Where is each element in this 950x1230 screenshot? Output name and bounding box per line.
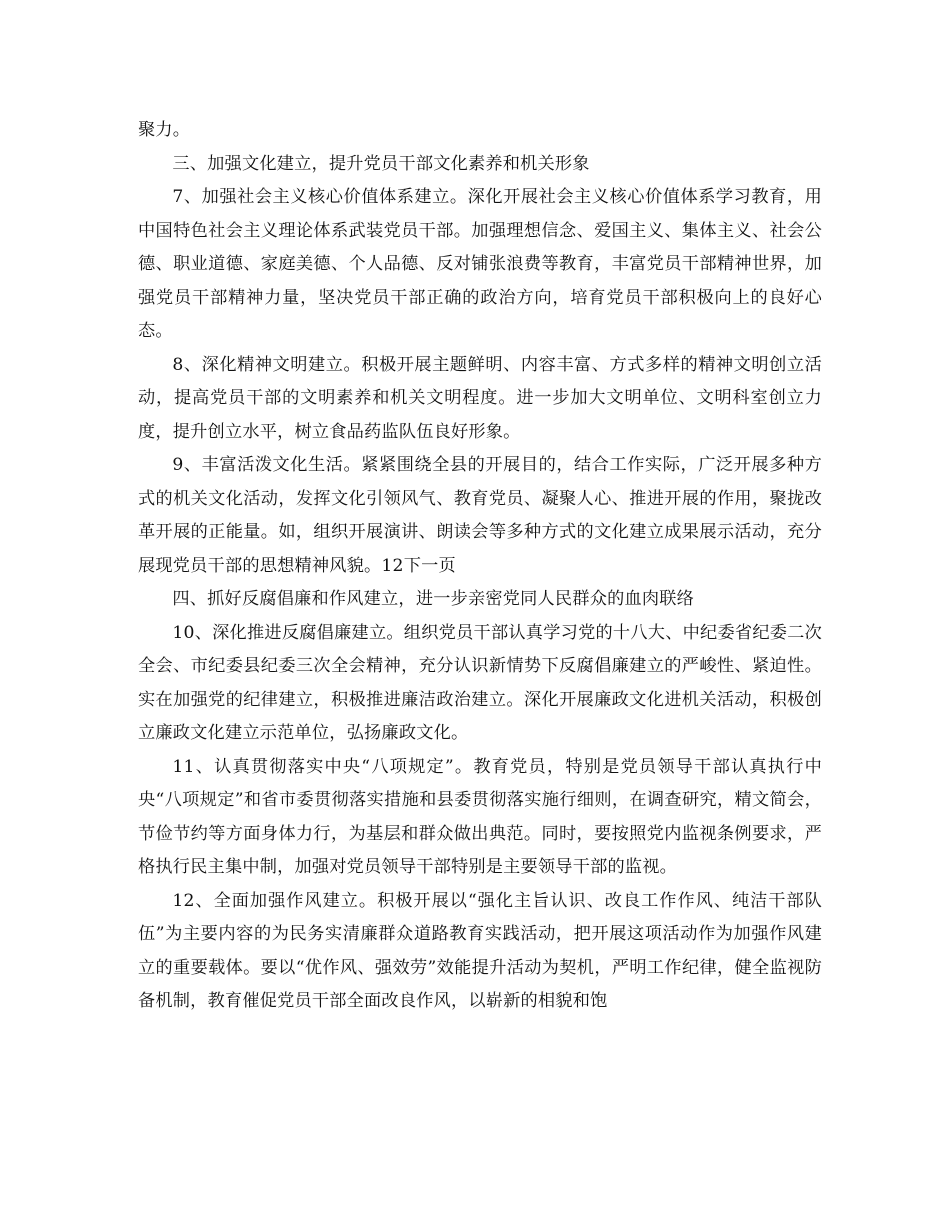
paragraph-item-10: 10、深化推进反腐倡廉建立。组织党员干部认真学习党的十八大、中纪委省纪委二次全会、市纪委县纪委三次全会精神，充分认识新情势下反腐倡廉建立的严峻性、紧迫性。实在加强党的纪律建立，积极推进廉洁政治建立。深化开展廉政文化进机关活动，积极创立廉政文化建立示范单位，弘扬廉政文化。 <box>138 622 822 743</box>
paragraph-item-12: 12、全面加强作风建立。积极开展以“强化主旨认识、改良工作作风、纯洁干部队伍”为主要内容的为民务实清廉群众道路教育实践活动，把开展这项活动作为加强作风建立的重要载体。要以“优作风、强效劳”效能提升活动为契机，严明工作纪律，健全监视防备机制，教育催促党员干部全面改良作风，以崭新的相貌和饱 <box>138 890 822 1011</box>
paragraph-item-8: 8、深化精神文明建立。积极开展主题鲜明、内容丰富、方式多样的精神文明创立活动，提高党员干部的文明素养和机关文明程度。进一步加大文明单位、文明科室创立力度，提升创立水平，树立食品药监队伍良好形象。 <box>138 354 822 442</box>
paragraph-continuation: 聚力。 <box>138 120 191 140</box>
section-heading-3: 三、加强文化建立，提升党员干部文化素养和机关形象 <box>172 153 590 174</box>
paragraph-item-11: 11、认真贯彻落实中央“八项规定”。教育党员，特别是党员领导干部认真执行中央“八项规定”和省市委贯彻落实措施和县委贯彻落实施行细则，在调查研究，精文简会，节俭节约等方面身体力行，为基层和群众做出典范。同时，要按照党内监视条例要求，严格执行民主集中制，加强对党员领导干部特别是主要领导干部的监视。 <box>138 756 822 877</box>
paragraph-item-7: 7、加强社会主义核心价值体系建立。深化开展社会主义核心价值体系学习教育，用中国特色社会主义理论体系武装党员干部。加强理想信念、爱国主义、集体主义、社会公德、职业道德、家庭美德、个人品德、反对铺张浪费等教育，丰富党员干部精神世界，加强党员干部精神力量，坚决党员干部正确的政治方向，培育党员干部积极向上的良好心态。 <box>138 187 822 341</box>
document-body <box>138 114 822 1019</box>
section-heading-4: 四、抓好反腐倡廉和作风建立，进一步亲密党同人民群众的血肉联络 <box>172 589 695 609</box>
paragraph-item-9: 9、丰富活泼文化生活。紧紧围绕全县的开展目的，结合工作实际，广泛开展多种方式的机关文化活动，发挥文化引领风气、教育党员、凝聚人心、推进开展的作用，聚拢改革开展的正能量。如，组织开展演讲、朗读会等多种方式的文化建立成果展示活动，充分展现党员干部的思想精神风貌。12下一页 <box>138 455 822 576</box>
